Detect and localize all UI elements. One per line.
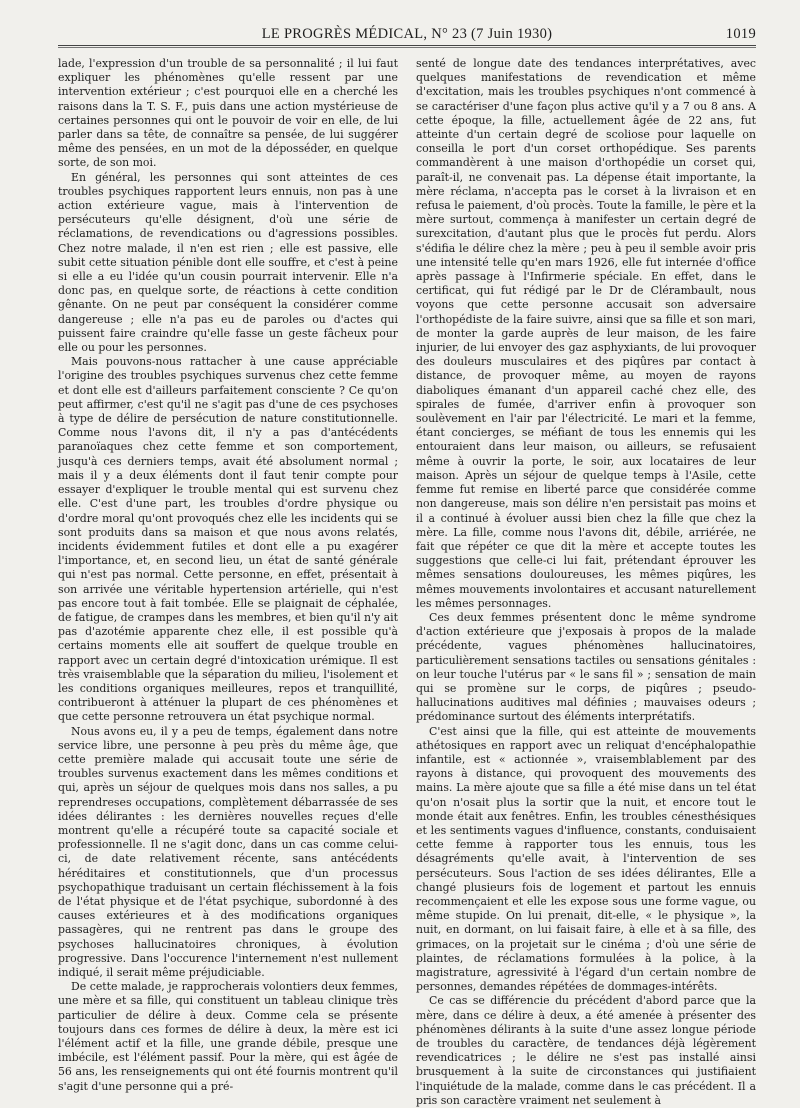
paragraph: En général, les personnes qui sont atteintes de ces troubles psychiques rapportent leurs ennuis, non pas à une action extérieure vague, mais à l'intervention de persécuteurs qu'elle désignent, d'où une série de réclamations, de revendications ou d'agressions possibles. Chez notre malade, il n'en est rien ; elle est passive, elle subit cette situation pénible dont elle souffre, et c'est à peine si elle a eu l'idée qu'un cousin pourrait intervenir. Elle n'a donc pas, en quelque sorte, de réactions à cette condition gênante. On ne peut par conséquent la considérer comme dangereuse ; elle n'a pas eu de paroles ou d'actes qui puissent faire craindre qu'elle fasse un geste fâcheux pour elle ou pour les personnes. <box>58 170 398 355</box>
left-column <box>58 57 398 1093</box>
running-header <box>58 22 756 46</box>
header-rule <box>58 45 756 48</box>
paragraph: senté de longue date des tendances interprétatives, avec quelques manifestations de revendication et même d'excitation, mais les troubles psychiques n'ont commencé à se caractériser d'une façon plus active qu'il y a 7 ou 8 ans. A cette époque, la fille, actuellement âgée de 22 ans, fut atteinte d'un certain degré de scoliose pour laquelle on conseilla le port d'un corset orthopédique. Ses parents commandèrent à une maison d'orthopédie un corset qui, paraît-il, ne convenait pas. La dépense était importante, la mère réclama, n'accepta pas le corset à la livraison et en refusa le paiement, d'où procès. Toute la famille, le père et la mère surtout, commença à manifester un certain degré de surexcitation, d'autant plus que le procès fut perdu. Alors s'édifia le délire chez la mère ; peu à peu il semble avoir pris une intensité telle qu'en mars 1926, elle fut internée d'office après passage à l'Infirmerie spéciale. En effet, dans le certificat, qui fut rédigé par le Dr de Clérambault, nous voyons que cette personne accusait son adversaire l'orthopédiste de la faire suivre, ainsi que sa fille et son mari, de monter la garde auprès de leur maison, de les faire injurier, de lui envoyer des gaz asphyxiants, de lui provoquer des douleurs musculaires et des piqûres par contact à distance, de provoquer même, au moyen de rayons diaboliques émanant d'un appareil caché chez elle, des spirales de fumée, d'arriver enfin à provoquer son soulèvement en l'air par l'électricité. Le mari et la femme, étant concierges, se méfiant de tous les ennemis qui les entouraient dans leur maison, ou ailleurs, se refusaient même à ouvrir la porte, le soir, aux locataires de leur maison. Après un séjour de quelque temps à l'Asile, cette femme fut remise en liberté parce que considérée comme non dangereuse, mais son délire n'en persistait pas moins et il a continué à évoluer aussi bien chez la fille que chez la mère. La fille, comme nous l'avons dit, débile, arriérée, ne fait que répéter ce que dit la mère et accepte toutes les suggestions que celle-ci lui fait, prétendant éprouver les mêmes sensations douloureuses, les mêmes piqûres, les mêmes mouvements involontaires et accusant naturellement les mêmes personnages. <box>416 57 756 610</box>
paragraph: Ce cas se différencie du précédent d'abord parce que la mère, dans ce délire à deux, a été amenée à présenter des phénomènes délirants à la suite d'une assez longue période de troubles du caractère, de tendances déjà légèrement revendicatrices ; le délire ne s'est pas installé ainsi brusquement à la suite de circonstances qui justifiaient l'inquiétude de la malade, comme dans le cas précédent. Il a pris son caractère vraiment net seulement à <box>416 994 756 1107</box>
paragraph: lade, l'expression d'un trouble de sa personnalité ; il lui faut expliquer les phénomènes qu'elle ressent par une intervention extérieur ; c'est pourquoi elle en a cherché les raisons dans la T. S. F., puis dans une action mystérieuse de certaines personnes qui ont le pouvoir de voir en elle, de lui parler dans sa tête, de connaître sa pensée, de lui suggérer même des pensées, en un mot de la déposséder, en quelque sorte, de son moi. <box>58 57 398 170</box>
right-column <box>416 57 756 1107</box>
paragraph: C'est ainsi que la fille, qui est atteinte de mouvements athétosiques en rapport avec un reliquat d'encéphalopathie infantile, est « actionnée », vraisemblablement par des rayons à distance, qui provoquent des mouvements des mains. La mère ajoute que sa fille a été mise dans un tel état qu'on n'osait plus la sortir que la nuit, et encore tout le monde était aux fenêtres. Enfin, les troubles cénesthésiques et les sentiments vagues d'influence, constants, conduisaient cette femme à rapporter tous les ennuis, tous les désagréments qu'elle avait, à l'intervention de ses persécuteurs. Sous l'action de ses idées délirantes, Elle a changé plusieurs fois de logement et partout les ennuis recommençaient et elle les expose sous une forme vague, ou même stupide. On lui prenait, dit-elle, « le physique », la nuit, en dormant, on lui faisait faire, à elle et à sa fille, des grimaces, on la projetait sur le cinéma ; d'où une série de plaintes, de réclamations formulées à la police, à la magistrature, agressivité à l'égard d'un certain nombre de personnes, demandes répétées de dommages-intérêts. <box>416 724 756 994</box>
paragraph: Nous avons eu, il y a peu de temps, également dans notre service libre, une personne à peu près du même âge, que cette première malade qui accusait toute une série de troubles survenus exactement dans les mêmes conditions et qui, après un séjour de quelques mois dans nos salles, a pu reprendreses occupations, complètement débarrassée de ses idées délirantes : les dernières nouvelles reçues d'elle montrent qu'elle a récupéré toute sa capacité sociale et professionnelle. Il ne s'agit donc, dans un cas comme celui-ci, de date relativement récente, sans antécédents héréditaires et constitutionnels, que d'un processus psychopathique traduisant un certain fléchissement à la fois de l'état physique et de l'état psychique, subordonné à des causes extérieures et à des modifications organiques passagères, qui ne rentrent pas dans le groupe des psychoses hallucinatoires chroniques, à évolution progressive. Dans l'occurence l'internement n'est nullement indiqué, il serait même préjudiciable. <box>58 724 398 979</box>
page-number: 1019 <box>725 26 756 42</box>
paragraph: Mais pouvons-nous rattacher à une cause appréciable l'origine des troubles psychiques survenus chez cette femme et dont elle est d'ailleurs parfaitement consciente ? Ce qu'on peut affirmer, c'est qu'il ne s'agit pas d'une de ces psychoses à type de délire de persécution de nature constitutionnelle. Comme nous l'avons dit, il n'y a pas d'antécédents paranoïaques chez cette femme et son comportement, jusqu'à ces derniers temps, avait été absolument normal ; mais il y a deux éléments dont il faut tenir compte pour essayer d'expliquer le trouble mental qui est survenu chez elle. C'est d'une part, les troubles d'ordre physique ou d'ordre moral qu'ont provoqués chez elle les incidents qui se sont produits dans sa maison et que nous avons relatés, incidents évidemment futiles et dont elle a pu exagérer l'importance, et, en second lieu, un état de santé générale qui n'est pas normal. Cette personne, en effet, présentait à son arrivée une véritable hypertension artérielle, qui n'est pas encore tout à fait tombée. Elle se plaignait de céphalée, de fatigue, de crampes dans les membres, et bien qu'il n'y ait pas d'azotémie apparente chez elle, il est possible qu'à certains moments elle ait souffert de quelque trouble en rapport avec un certain degré d'intoxication urémique. Il est très vraisemblable que la séparation du milieu, l'isolement et les conditions organiques meilleures, repos et tranquillité, contribueront à atténuer la plupart de ces phénomènes et que cette personne retrouvera un état psychique normal. <box>58 355 398 724</box>
paragraph: De cette malade, je rapprocherais volontiers deux femmes, une mère et sa fille, qui constituent un tableau clinique très particulier de délire à deux. Comme cela se présente toujours dans ces formes de délire à deux, la mère est ici l'élément actif et la fille, une grande débile, presque une imbécile, est l'élément passif. Pour la mère, qui est âgée de 56 ans, les renseignements qui ont été fournis montrent qu'il s'agit d'une personne qui a pré- <box>58 980 398 1093</box>
paragraph: Ces deux femmes présentent donc le même syndrome d'action extérieure que j'exposais à propos de la malade précédente, vagues phénomènes hallucinatoires, particulièrement sensations tactiles ou sensations génitales : on leur touche l'utérus par « le sans fil » ; sensation de main qui se promène sur le corps, de piqûres ; pseudo-hallucinations auditives mal définies ; mauvaises odeurs ; prédominance surtout des éléments interprétatifs. <box>416 610 756 724</box>
journal-title: LE PROGRÈS MÉDICAL, N° 23 (7 Juin 1930) <box>261 26 553 42</box>
